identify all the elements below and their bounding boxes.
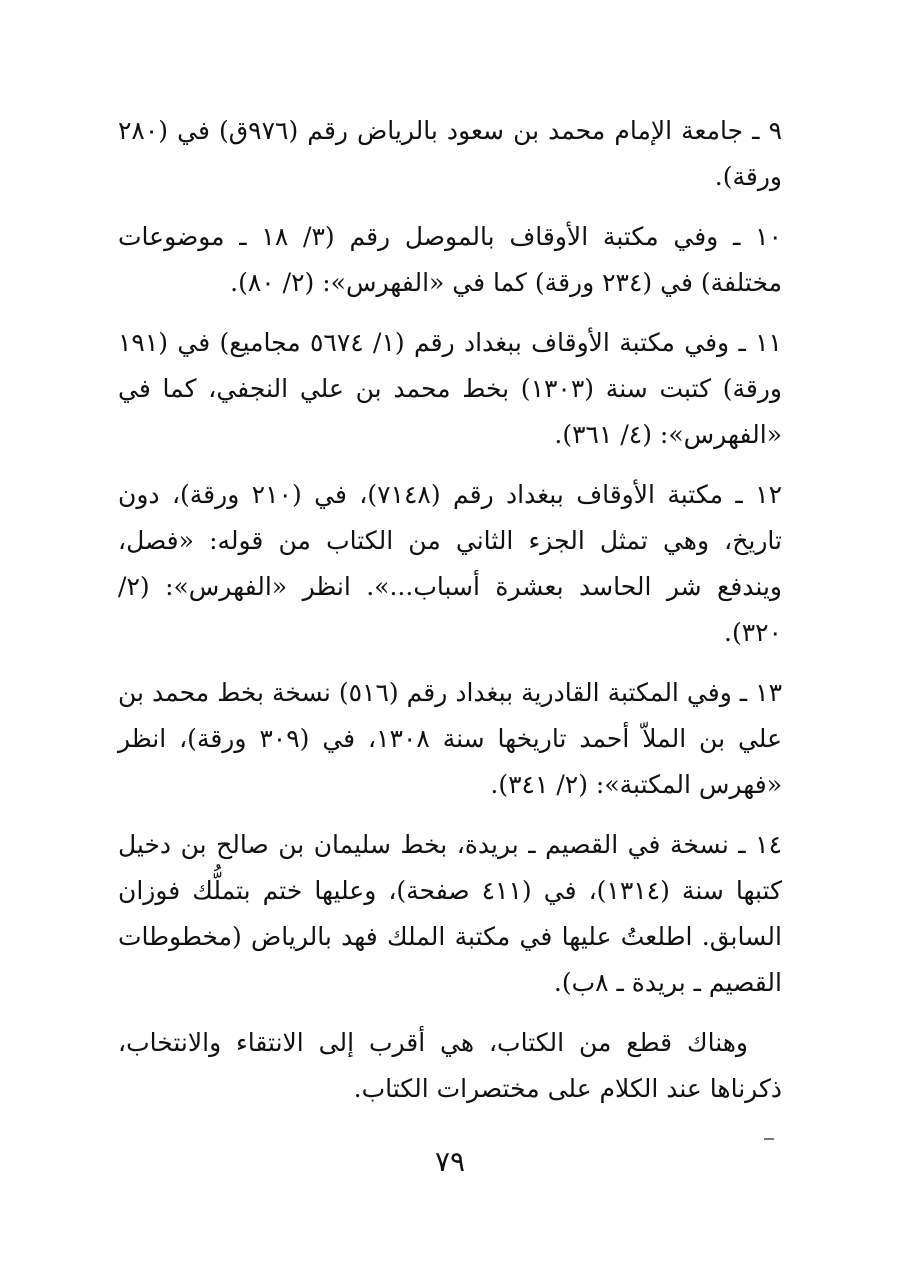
manuscript-entry-11: ١١ ـ وفي مكتبة الأوقاف ببغداد رقم (١/ ٥٦٧٤ مجاميع) في (١٩١ ورقة) كتبت سنة (١٣٠٣) بخط محمد بن علي النجفي، كما في «الفهرس»: (٤/ ٣٦١). (118, 328, 783, 449)
manuscript-entry-12: ١٢ ـ مكتبة الأوقاف ببغداد رقم (٧١٤٨)، في (٢١٠ ورقة)، دون تاريخ، وهي تمثل الجزء الثاني من الكتاب من قوله: «فصل، ويندفع شر الحاسد بعشرة أسباب...». انظر «الفهرس»: (٢/ ٣٢٠). (118, 480, 782, 647)
closing-paragraph: وهناك قطع من الكتاب، هي أقرب إلى الانتقاء والانتخاب، ذكرناها عند الكلام على مختصرات الكتاب. (118, 1028, 782, 1103)
manuscript-entry-14: ١٤ ـ نسخة في القصيم ـ بريدة، بخط سليمان بن صالح بن دخيل كتبها سنة (١٣١٤)، في (٤١١ صفحة)، وعليها ختم بتملُّك فوزان السابق. اطلعتُ عليها في مكتبة الملك فهد بالرياض (مخطوطات القصيم ـ بريدة ـ ٨ب). (118, 830, 782, 997)
manuscript-entry-10: ١٠ ـ وفي مكتبة الأوقاف بالموصل رقم (٣/ ١٨ ـ موضوعات مختلفة) في (٢٣٤ ورقة) كما في «الفهرس»: (٢/ ٨٠). (118, 222, 782, 297)
manuscript-entry-13: ١٣ ـ وفي المكتبة القادرية ببغداد رقم (٥١٦) نسخة بخط محمد بن علي بن الملاّ أحمد تاريخها سنة ١٣٠٨، في (٣٠٩ ورقة)، انظر «فهرس المكتبة»: (٢/ ٣٤١). (118, 678, 783, 799)
page-body (118, 108, 782, 1126)
scan-speck (764, 1138, 774, 1140)
page-number: ٧٩ (434, 1145, 466, 1178)
manuscript-entry-9: ٩ ـ جامعة الإمام محمد بن سعود بالرياض رقم (٩٧٦ق) في (٢٨٠ ورقة). (118, 116, 782, 191)
